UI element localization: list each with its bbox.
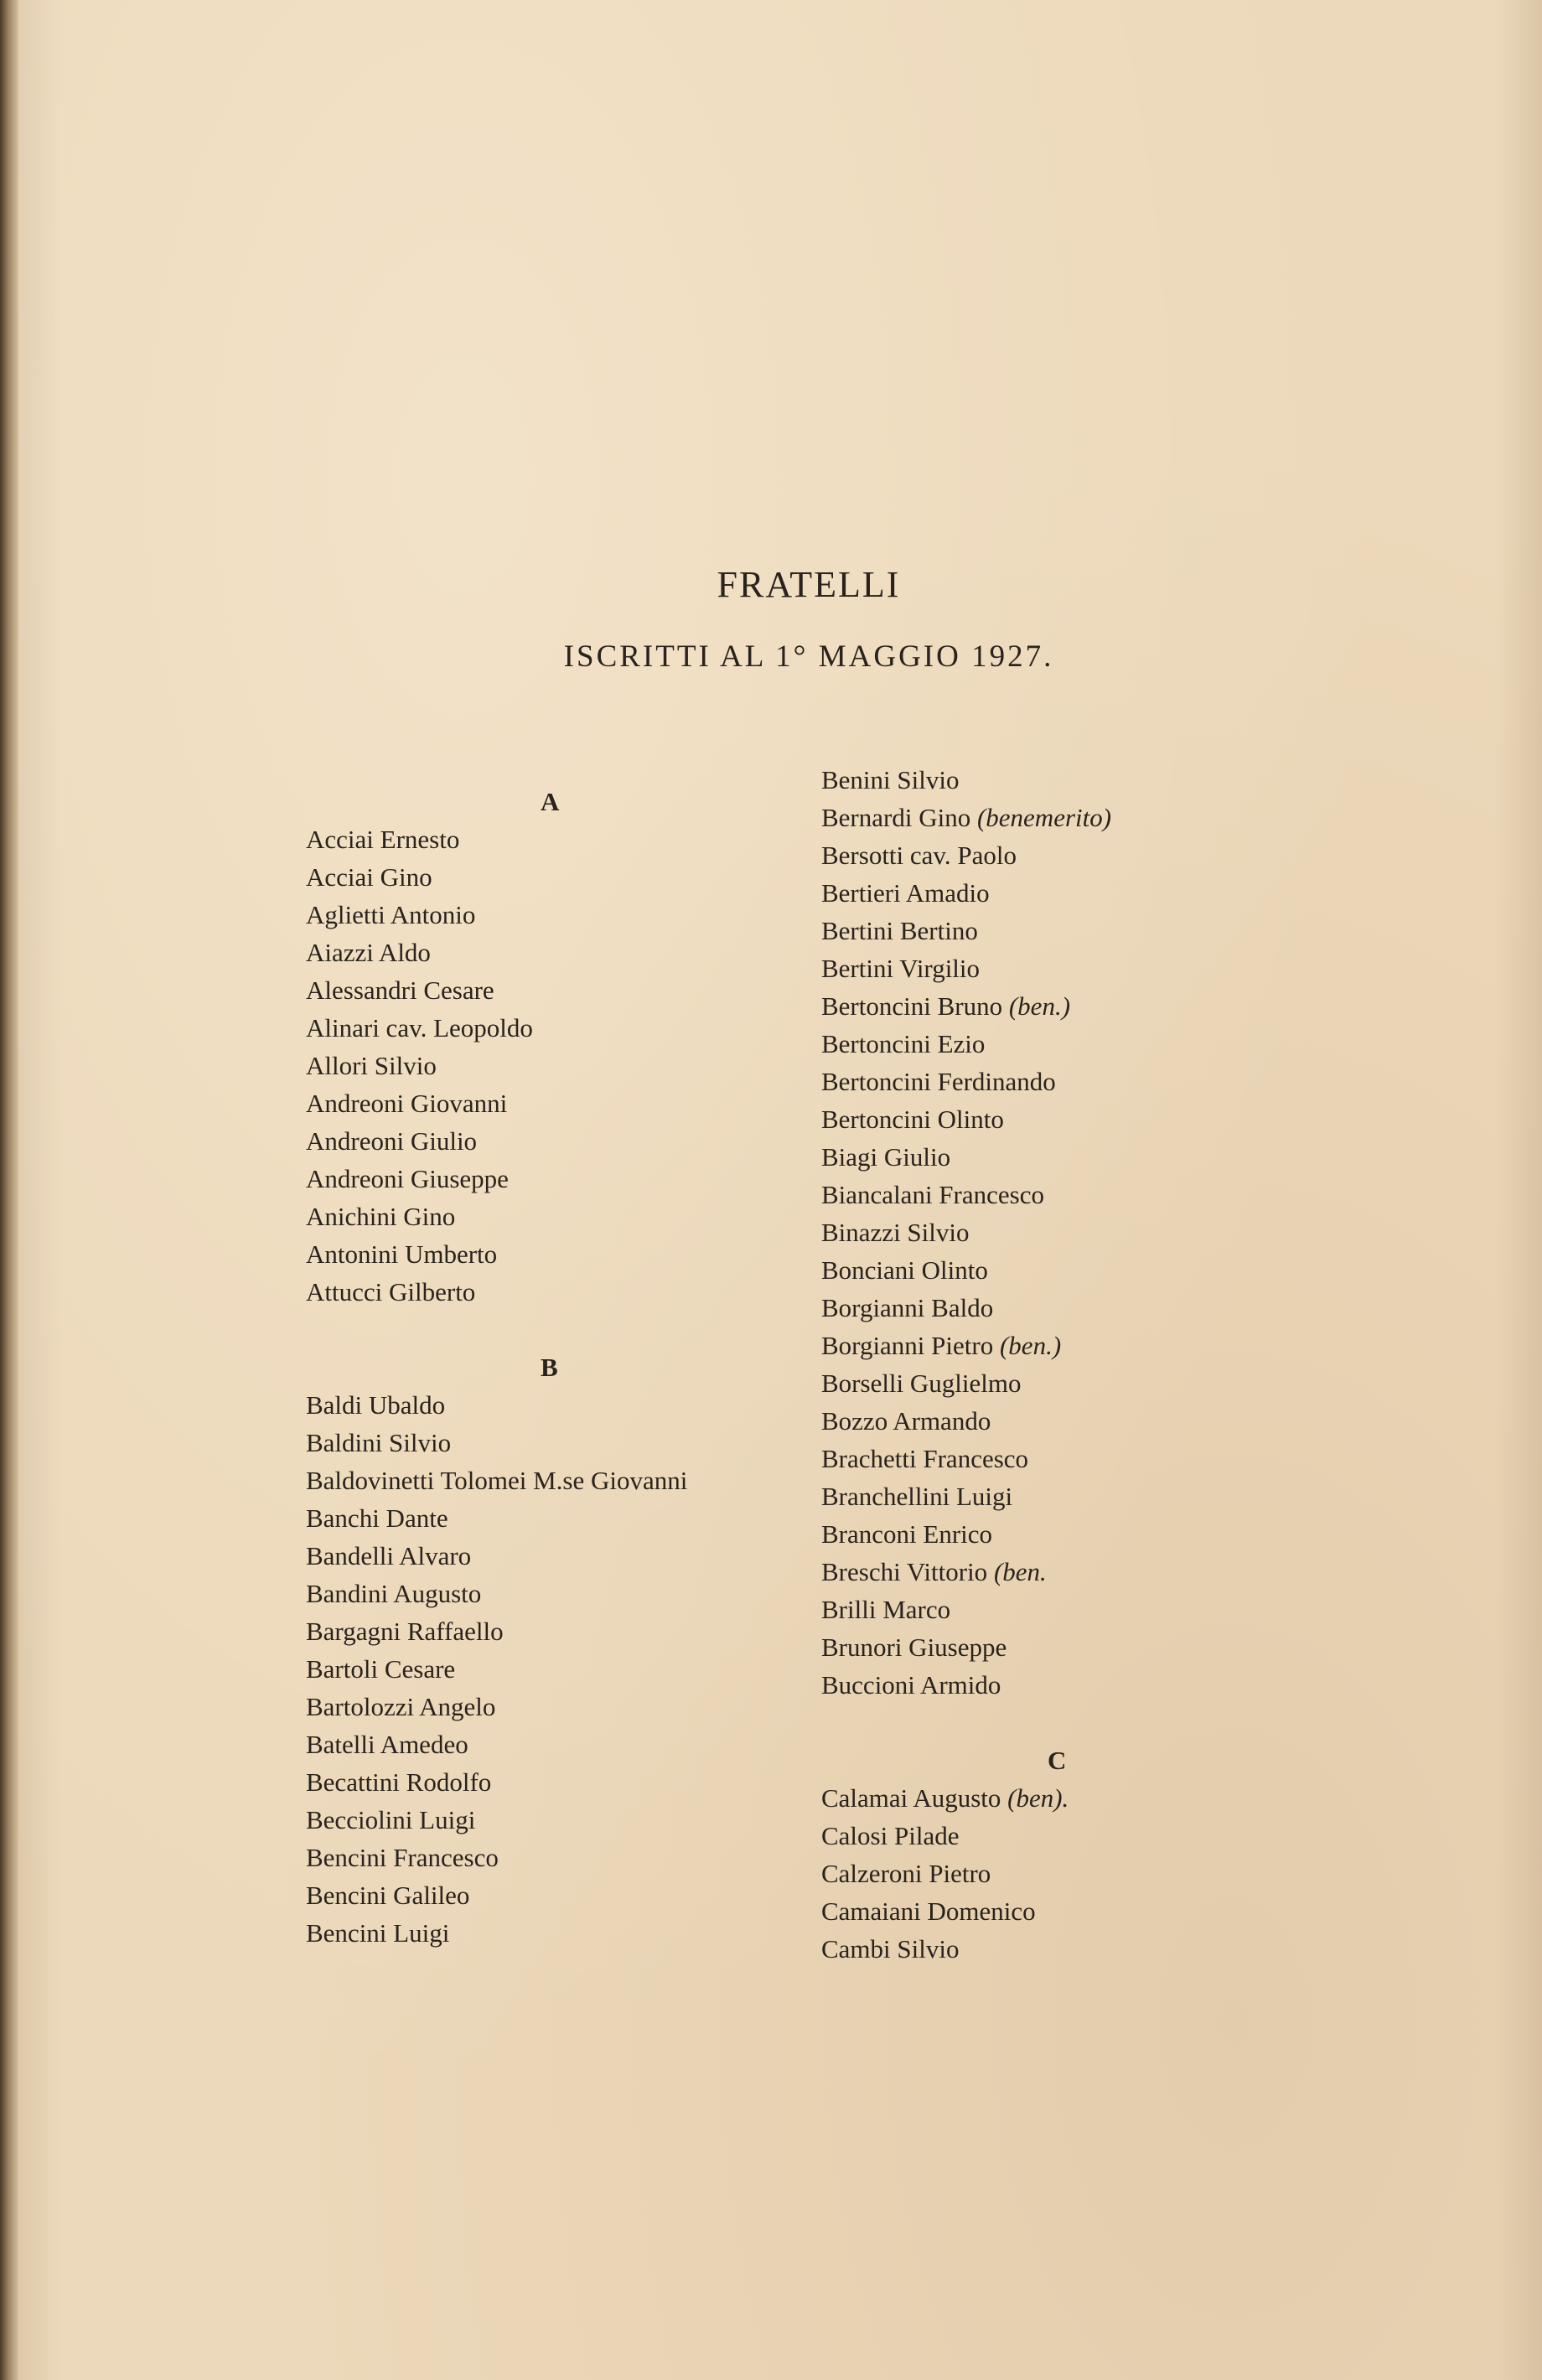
member-name: Biancalani Francesco — [821, 1180, 1044, 1209]
member-entry: Baldi Ubaldo — [306, 1390, 446, 1420]
member-entry — [821, 1213, 1358, 1251]
member-entry: Antonini Umberto — [306, 1239, 498, 1269]
member-entry — [821, 1477, 1358, 1515]
member-entry: Alessandri Cesare — [306, 975, 494, 1005]
page-title: FRATELLI — [717, 564, 901, 605]
section-a-list — [306, 820, 809, 1311]
member-entry — [821, 1364, 1358, 1402]
member-entry — [821, 1591, 1358, 1628]
section-letter-a: A — [541, 787, 560, 816]
member-entry: Andreoni Giuseppe — [306, 1164, 509, 1193]
member-note: (ben. — [993, 1557, 1047, 1586]
member-name: Biagi Giulio — [821, 1142, 951, 1172]
member-entry — [821, 987, 1358, 1025]
member-entry — [821, 1402, 1358, 1440]
member-name: Breschi Vittorio — [821, 1557, 988, 1586]
section-gap — [306, 1311, 809, 1348]
member-name: Bernardi Gino — [821, 803, 971, 832]
member-name: Bertieri Amadio — [821, 878, 990, 908]
member-name: Bertoncini Ezio — [821, 1029, 986, 1058]
member-name: Brilli Marco — [821, 1595, 951, 1624]
left-column — [306, 783, 809, 1952]
member-entry — [821, 836, 1358, 874]
member-name: Borgianni Pietro — [821, 1331, 994, 1360]
member-entry: Bartolozzi Angelo — [306, 1692, 496, 1721]
section-b-continued-list — [821, 761, 1358, 1704]
member-entry — [821, 799, 1358, 836]
member-name: Branconi Enrico — [821, 1519, 993, 1549]
member-entry: Baldini Silvio — [306, 1428, 452, 1457]
member-note: (ben.) — [1008, 991, 1071, 1021]
member-name: Branchellini Luigi — [821, 1482, 1013, 1511]
member-name: Calosi Pilade — [821, 1821, 960, 1850]
member-entry — [821, 1063, 1358, 1100]
member-entry: Bartoli Cesare — [306, 1654, 456, 1684]
member-entry: Aglietti Antonio — [306, 900, 476, 929]
member-entry — [821, 1855, 1358, 1892]
member-entry: Batelli Amedeo — [306, 1730, 468, 1759]
member-note: (ben.) — [999, 1331, 1062, 1360]
section-letter-b: B — [541, 1353, 558, 1382]
member-entry: Andreoni Giulio — [306, 1126, 478, 1156]
member-entry: Anichini Gino — [306, 1202, 456, 1231]
member-name: Borgianni Baldo — [821, 1293, 994, 1322]
section-b-list — [306, 1386, 809, 1952]
member-entry: Acciai Gino — [306, 862, 432, 892]
member-entry: Bencini Francesco — [306, 1843, 499, 1872]
member-name: Bersotti cav. Paolo — [821, 841, 1017, 870]
member-name: Camaiani Domenico — [821, 1896, 1036, 1926]
member-entry: Bencini Galileo — [306, 1881, 470, 1910]
member-entry: Bencini Luigi — [306, 1918, 450, 1948]
member-entry — [821, 912, 1358, 949]
member-entry — [821, 1176, 1358, 1213]
member-entry — [821, 1628, 1358, 1666]
member-name: Binazzi Silvio — [821, 1218, 970, 1247]
member-name: Borselli Guglielmo — [821, 1368, 1022, 1398]
member-name: Calamai Augusto — [821, 1783, 1001, 1813]
member-entry — [821, 1440, 1358, 1477]
section-letter-c: C — [1048, 1746, 1067, 1775]
member-name: Bonciani Olinto — [821, 1255, 988, 1285]
member-entry: Alinari cav. Leopoldo — [306, 1013, 533, 1043]
member-entry: Andreoni Giovanni — [306, 1089, 508, 1118]
member-name: Bertini Bertino — [821, 916, 978, 945]
member-name: Bertoncini Olinto — [821, 1105, 1004, 1134]
member-entry: Becciolini Luigi — [306, 1805, 476, 1834]
member-entry — [821, 1892, 1358, 1930]
member-entry: Bandini Augusto — [306, 1579, 482, 1608]
member-entry — [821, 1666, 1358, 1704]
right-column — [821, 761, 1358, 1968]
member-entry — [821, 1779, 1358, 1817]
member-entry: Baldovinetti Tolomei M.se Giovanni — [306, 1466, 688, 1495]
member-name: Bertini Virgilio — [821, 954, 981, 983]
member-note: (benemerito) — [976, 803, 1112, 832]
book-spine-edge — [0, 0, 18, 2380]
member-entry — [821, 1289, 1358, 1327]
member-entry — [821, 1025, 1358, 1063]
member-entry: Banchi Dante — [306, 1503, 448, 1533]
member-entry — [821, 761, 1358, 799]
member-name: Bozzo Armando — [821, 1406, 991, 1436]
member-name: Brunori Giuseppe — [821, 1632, 1007, 1662]
member-entry: Bandelli Alvaro — [306, 1541, 472, 1570]
member-entry — [821, 1553, 1358, 1591]
member-entry — [821, 1100, 1358, 1138]
member-entry — [821, 1327, 1358, 1364]
member-name: Bertoncini Ferdinando — [821, 1067, 1056, 1096]
member-name: Calzeroni Pietro — [821, 1859, 991, 1888]
member-entry: Aiazzi Aldo — [306, 938, 431, 967]
member-entry: Attucci Gilberto — [306, 1277, 476, 1306]
member-name: Benini Silvio — [821, 765, 960, 794]
member-entry: Becattini Rodolfo — [306, 1767, 492, 1797]
member-entry — [821, 1515, 1358, 1553]
member-entry — [821, 1930, 1358, 1968]
member-name: Brachetti Francesco — [821, 1444, 1029, 1473]
member-entry: Acciai Ernesto — [306, 825, 460, 854]
page-subtitle: ISCRITTI AL 1° MAGGIO 1927. — [563, 639, 1054, 674]
member-entry — [821, 1251, 1358, 1289]
member-entry: Allori Silvio — [306, 1051, 437, 1080]
member-name: Cambi Silvio — [821, 1934, 960, 1964]
member-entry — [821, 874, 1358, 912]
member-name: Bertoncini Bruno — [821, 991, 1003, 1021]
section-c-list — [821, 1779, 1358, 1968]
member-note: (ben). — [1007, 1783, 1069, 1813]
section-gap — [821, 1704, 1358, 1741]
member-name: Buccioni Armido — [821, 1670, 1001, 1700]
member-entry — [821, 1138, 1358, 1176]
member-entry — [821, 1817, 1358, 1855]
member-entry — [821, 949, 1358, 987]
member-entry: Bargagni Raffaello — [306, 1617, 504, 1646]
